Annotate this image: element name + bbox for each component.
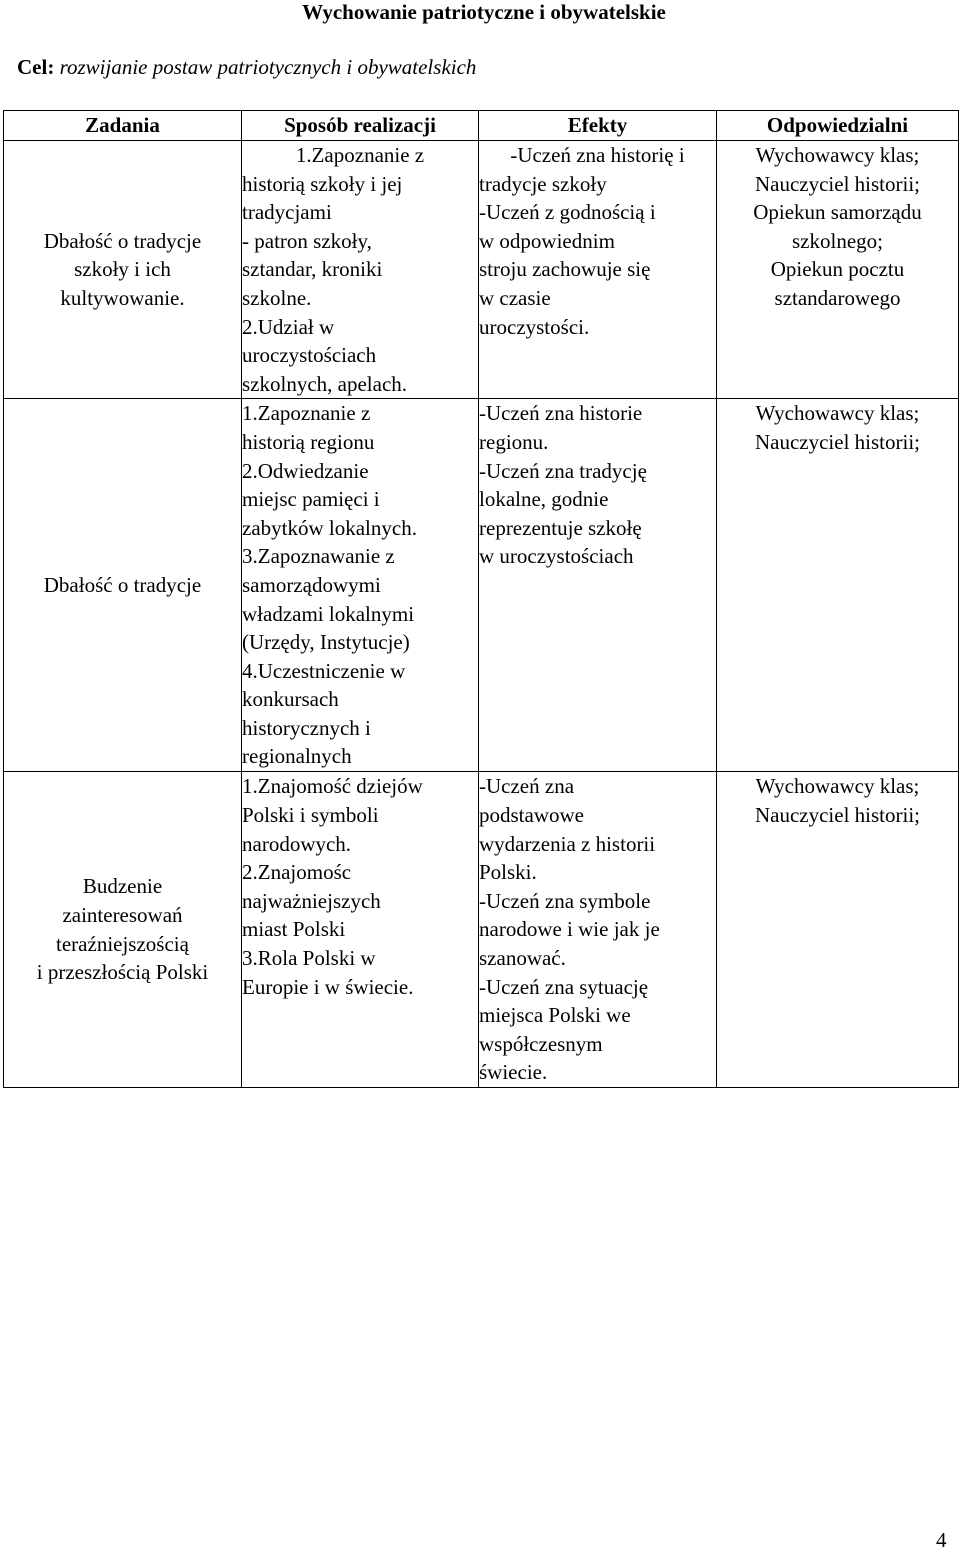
- responsible-line: Wychowawcy klas;: [755, 143, 920, 167]
- method-line: najważniejszych: [242, 888, 381, 913]
- method-line: historycznych i: [242, 715, 371, 740]
- table-row: [4, 399, 959, 772]
- method-line: historią regionu: [242, 429, 375, 454]
- effects-cell: [479, 399, 717, 772]
- header-responsible: Odpowiedzialni: [717, 111, 959, 141]
- method-line: narodowych.: [242, 831, 352, 856]
- effects-line: -Uczeń zna tradycję: [479, 458, 647, 483]
- responsible-line: Nauczyciel historii;: [754, 802, 921, 827]
- responsible-line: Wychowawcy klas;: [755, 774, 920, 799]
- page-number: 4: [936, 1528, 947, 1552]
- effects-line: w odpowiednim: [479, 228, 615, 253]
- method-line: 1.Znajomość dziejów: [242, 774, 423, 799]
- method-line: szkolne.: [242, 285, 312, 310]
- task-line: teraźniejszością: [56, 931, 189, 956]
- responsible-line: Nauczyciel historii;: [754, 171, 921, 196]
- method-line: władzami lokalnymi: [242, 601, 415, 626]
- responsible-line: Nauczyciel historii;: [754, 429, 921, 454]
- effects-line: -Uczeń zna: [479, 774, 575, 799]
- task-cell: [4, 772, 242, 1088]
- header-tasks: Zadania: [4, 111, 242, 141]
- task-line: kultywowanie.: [60, 285, 185, 310]
- effects-line: tradycje szkoły: [479, 171, 607, 196]
- effects-line: lokalne, godnie: [479, 487, 609, 512]
- method-line: 1.Zapoznanie z: [295, 143, 425, 167]
- responsible-cell: [717, 399, 959, 772]
- method-line: konkursach: [242, 687, 339, 712]
- header-effects: Efekty: [479, 111, 717, 141]
- effects-line: wydarzenia z historii: [479, 831, 656, 856]
- effects-line: stroju zachowuje się: [479, 257, 651, 282]
- responsible-line: szkolnego;: [792, 228, 883, 253]
- plan-table: [3, 110, 959, 1088]
- header-row: [4, 111, 959, 141]
- effects-line: Polski.: [479, 860, 537, 885]
- document-title: Wychowanie patriotyczne i obywatelskie: [302, 0, 666, 24]
- effects-cell: [479, 141, 717, 399]
- task-line: Dbałość o tradycje: [43, 228, 202, 253]
- responsible-cell: [717, 141, 959, 399]
- method-line: historią szkoły i jej: [242, 171, 403, 196]
- method-line: Polski i symboli: [242, 802, 379, 827]
- responsible-line: Wychowawcy klas;: [755, 401, 920, 426]
- task-line: szkoły i ich: [74, 257, 171, 282]
- task-cell: [4, 141, 242, 399]
- effects-line: miejsca Polski we: [479, 1003, 631, 1028]
- method-line: tradycjami: [242, 200, 332, 225]
- effects-line: -Uczeń z godnością i: [479, 200, 656, 225]
- effects-line: współczesnym: [479, 1031, 603, 1056]
- effects-line: w czasie: [479, 285, 551, 310]
- task-line: i przeszłością Polski: [36, 960, 209, 985]
- table-row: [4, 141, 959, 399]
- effects-line: regionu.: [479, 429, 549, 454]
- method-cell: [242, 141, 479, 399]
- method-line: 4.Uczestniczenie w: [242, 658, 406, 683]
- method-line: miast Polski: [242, 917, 346, 942]
- method-line: uroczystościach: [242, 343, 377, 368]
- goal-text: rozwijanie postaw patriotycznych i obywatelskich: [59, 55, 477, 79]
- method-line: 3.Rola Polski w: [242, 945, 376, 970]
- task-line: Dbałość o tradycje: [43, 573, 202, 598]
- method-line: sztandar, kroniki: [242, 257, 383, 282]
- effects-cell: [479, 772, 717, 1088]
- effects-line: -Uczeń zna historię i: [510, 143, 685, 167]
- method-line: (Urzędy, Instytucje): [242, 630, 410, 655]
- method-line: - patron szkoły,: [242, 228, 372, 253]
- goal-line: [17, 55, 476, 79]
- effects-line: -Uczeń zna sytuację: [479, 974, 649, 999]
- effects-line: narodowe i wie jak je: [479, 917, 660, 942]
- responsible-line: Opiekun pocztu: [770, 257, 905, 282]
- method-cell: [242, 399, 479, 772]
- method-line: szkolnych, apelach.: [242, 371, 408, 396]
- effects-line: świecie.: [479, 1060, 548, 1085]
- responsible-cell: [717, 772, 959, 1088]
- task-cell: [4, 399, 242, 772]
- method-line: 1.Zapoznanie z: [242, 401, 371, 426]
- method-line: 2.Odwiedzanie: [242, 458, 369, 483]
- method-line: samorządowymi: [242, 572, 381, 597]
- effects-line: w uroczystościach: [479, 544, 634, 569]
- effects-line: reprezentuje szkołę: [479, 515, 642, 540]
- method-line: regionalnych: [242, 744, 352, 769]
- method-line: 3.Zapoznawanie z: [242, 544, 395, 569]
- method-line: miejsc pamięci i: [242, 487, 380, 512]
- effects-line: -Uczeń zna symbole: [479, 888, 651, 913]
- effects-line: -Uczeń zna historie: [479, 401, 643, 426]
- effects-line: uroczystości.: [479, 314, 590, 339]
- task-line: zainteresowań: [62, 903, 183, 928]
- method-line: 2.Znajomośc: [242, 860, 352, 885]
- method-line: zabytków lokalnych.: [242, 515, 417, 540]
- method-cell: [242, 772, 479, 1088]
- effects-line: podstawowe: [479, 802, 584, 827]
- method-line: 2.Udział w: [242, 314, 335, 339]
- task-line: Budzenie: [82, 874, 163, 899]
- responsible-line: Opiekun samorządu: [753, 200, 922, 225]
- table-row: [4, 772, 959, 1088]
- responsible-line: sztandarowego: [774, 285, 901, 310]
- header-method: Sposób realizacji: [242, 111, 479, 141]
- effects-line: szanować.: [479, 945, 566, 970]
- method-line: Europie i w świecie.: [242, 974, 414, 999]
- goal-label: Cel:: [17, 55, 55, 79]
